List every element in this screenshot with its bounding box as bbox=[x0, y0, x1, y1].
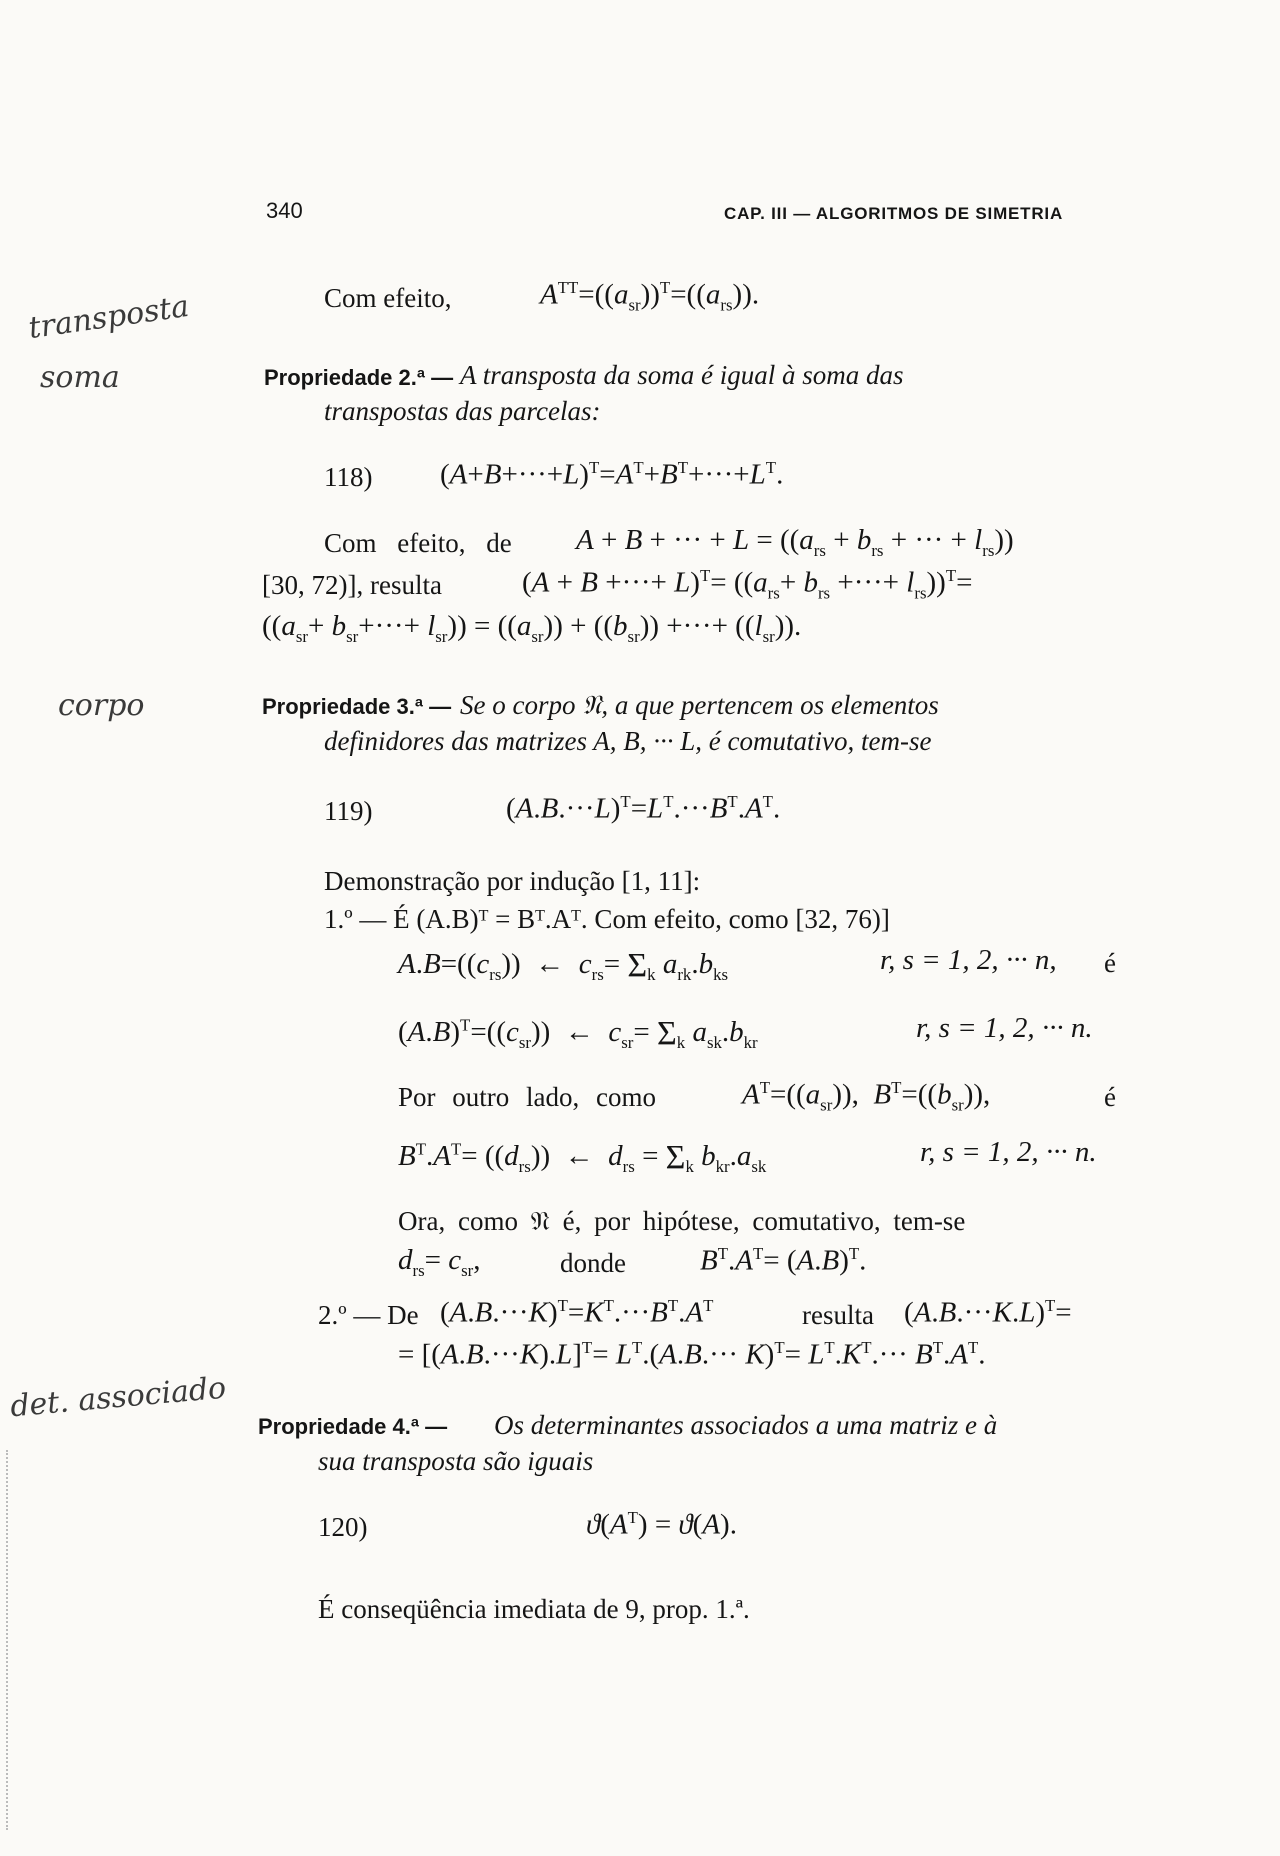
chapter-header: CAP. III — ALGORITMOS DE SIMETRIA bbox=[724, 204, 1064, 223]
reference-30-text: [30, 72)], resulta bbox=[262, 570, 442, 600]
equation-sum-transpose-result: $((a_{sr}+ b_{sr}+\cdot\cdot\cdot+ l_{sr})) = ((a_{sr})) + ((b_{sr}))$ +···+ $((l_{sr}))$. bbox=[262, 610, 802, 646]
equation-step2-result: = $[(A.B.\cdot\cdot\cdot K).L]^T= L^T.(A.B.\cdot\cdot\cdot K)^T= L^T.K^T.\cdot\cdot\cdot B^T.A^T$. bbox=[398, 1338, 986, 1371]
scan-edge-marks bbox=[6, 1450, 12, 1830]
equation-sum-transpose: (A + B +···+ $L)^T= ((a_{rs}+ b_{rs}$ +···+ $l_{rs}))^T=$ bbox=[522, 566, 973, 603]
margin-note-corpo: corpo bbox=[58, 688, 145, 723]
equation-120-number: 120) bbox=[318, 1512, 368, 1542]
page-number: 340 bbox=[266, 198, 303, 223]
property-2-text-line1: A transposta da soma é igual à soma das bbox=[460, 360, 904, 390]
equation-BtAt: $B^T.A^T= ((d_{rs}))$ ← $d_{rs} = \Sigma_k$ $b_{kr}.a_{sk}$ bbox=[398, 1139, 767, 1176]
word-e-2: é bbox=[1104, 1082, 1116, 1112]
property-2-text-line2: transpostas das parcelas: bbox=[324, 396, 601, 426]
equation-sum-elements: A + B + ··· + $L = ((a_{rs} + b_{rs}$ + ··· + $l_{rs}$)) bbox=[576, 524, 1014, 560]
property-3-text-line1: Se o corpo 𝔑, a que pertencem os elementos bbox=[460, 690, 939, 720]
property-4-text-line2: sua transposta são iguais bbox=[318, 1446, 594, 1476]
resulta-text: resulta bbox=[802, 1300, 874, 1330]
margin-note-transposta: transposta bbox=[26, 288, 192, 347]
equation-119-number: 119) bbox=[324, 796, 373, 826]
property-3-label: Propriedade 3.ª — bbox=[262, 694, 452, 719]
margin-note-det-associado: det. associado bbox=[8, 1370, 228, 1425]
equation-120: $ϑ(A^T) = ϑ(A)$. bbox=[586, 1508, 737, 1541]
por-outro-lado-text: Por outro lado, como bbox=[398, 1082, 656, 1112]
equation-step2-hypothesis: $(A.B.\cdot\cdot\cdot K)^T=K^T.\cdot\cdot\cdot B^T.A^T$ bbox=[440, 1296, 714, 1329]
property-2-label: Propriedade 2.ª — bbox=[264, 365, 454, 390]
equation-AB-transpose: $(A.B)^T=((c_{sr}))$ ← $c_{sr}= \Sigma_k$ $a_{sk}.b_{kr}$ bbox=[398, 1015, 758, 1052]
index-range-2: r, s = 1, 2, ··· n. bbox=[916, 1012, 1093, 1044]
index-range-1: r, s = 1, 2, ··· n, bbox=[880, 944, 1057, 976]
step-1-text: 1.º — É (A.B)ᵀ = Bᵀ.Aᵀ. Com efeito, como [32, 76)] bbox=[324, 904, 890, 934]
equation-118: $(A+B+\cdot\cdot\cdot+L)^T=A^T+B^T+\cdot\cdot\cdot+L^T$. bbox=[440, 458, 784, 491]
ora-como-text: Ora, como 𝔑 é, por hipótese, comutativo, tem-se bbox=[398, 1206, 966, 1236]
step-2-text: 2.º — De bbox=[318, 1300, 419, 1330]
equation-step1-result: $B^T.A^T= (A.B)^T$. bbox=[700, 1244, 867, 1277]
property-4-label: Propriedade 4.ª — bbox=[258, 1414, 448, 1439]
index-range-3: r, s = 1, 2, ··· n. bbox=[920, 1136, 1097, 1168]
donde-text: donde bbox=[560, 1248, 626, 1278]
equation-119: $(A.B.\cdot\cdot\cdot L)^T=L^T.\cdot\cdot\cdot B^T.A^T$. bbox=[506, 792, 781, 825]
equation-transposes-AB: $A^T=((a_{sr}))$, $B^T=((b_{sr}))$, bbox=[742, 1078, 991, 1115]
word-e-1: é bbox=[1104, 948, 1116, 978]
equation-double-transpose: $A^{TT}=((a_{sr}))^T=((a_{rs}))$. bbox=[540, 278, 760, 315]
margin-note-soma: soma bbox=[40, 360, 120, 395]
equation-d-equals-c: $d_{rs}= c_{sr}$, bbox=[398, 1244, 481, 1280]
conclusion-text: É conseqüência imediata de 9, prop. 1.ª. bbox=[318, 1594, 750, 1624]
property-4-text-line1: Os determinantes associados a uma matriz e à bbox=[494, 1410, 998, 1440]
property-3-text-line2: definidores das matrizes A, B, ··· L, é comutativo, tem-se bbox=[324, 726, 932, 756]
equation-118-number: 118) bbox=[324, 462, 373, 492]
equation-AB: $A.B=((c_{rs}))$ ← $c_{rs}= \Sigma_k$ $a_{rk}.b_{ks}$ bbox=[398, 947, 729, 984]
equation-step2-lhs: $(A.B.\cdot\cdot\cdot K.L)^T=$ bbox=[904, 1296, 1072, 1329]
com-efeito-text: Com efeito, bbox=[324, 283, 452, 313]
demonstration-heading: Demonstração por indução [1, 11]: bbox=[324, 866, 701, 896]
com-efeito-de-text: Com efeito, de bbox=[324, 528, 512, 558]
